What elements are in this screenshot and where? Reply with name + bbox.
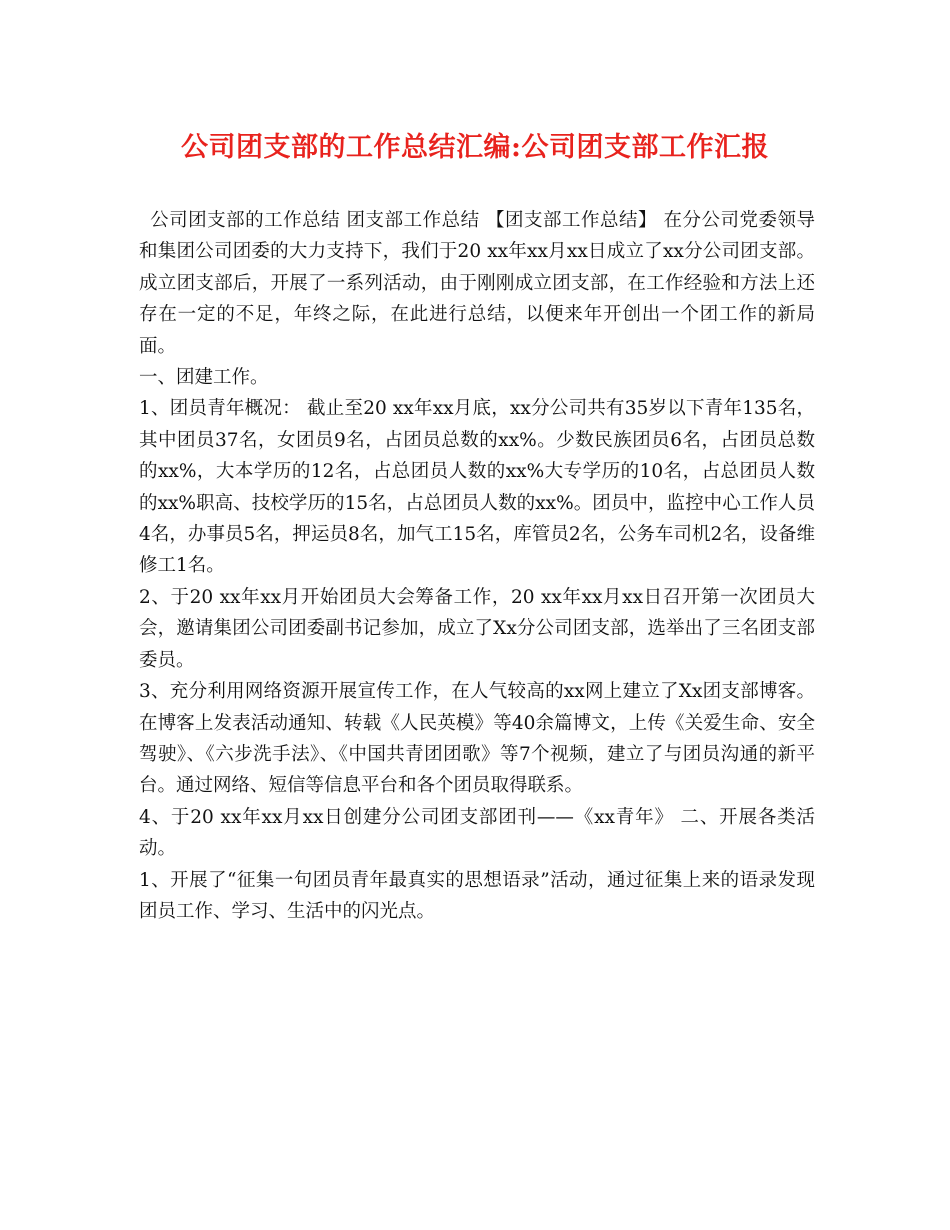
document-title: 公司团支部的工作总结汇编:公司团支部工作汇报 — [181, 132, 769, 163]
intro-paragraph: 公司团支部的工作总结 团支部工作总结 【团支部工作总结】 在分公司党委领导和集团公司团委的大力支持下，我们于20 xx年xx月xx日成立了xx分公司团支部。成立团支部后，开展了一系列活动，由于刚刚成立团支部，在工作经验和方法上还存在一定的不足，年终之际，在此进行总结，以便来年开创出一个团工作的新局面。 — [139, 210, 816, 357]
paragraph-network-publicity: 3、充分利用网络资源开展宣传工作，在人气较高的xx网上建立了Xx团支部博客。在博客上发表活动通知、转载《人民英模》等40余篇博文，上传《关爱生命、安全驾驶》、《六步洗手法》、《中国共青团团歌》等7个视频，建立了与团员沟通的新平台。通过网络、短信等信息平台和各个团员取得联系。 — [139, 681, 815, 797]
paragraph-quote-collection: 1、开展了“征集一句团员青年最真实的思想语录”活动，通过征集上来的语录发现团员工作、学习、生活中的闪光点。 — [139, 869, 815, 922]
paragraph-member-overview: 1、团员青年概况： 截止至20 xx年xx月底，xx分公司共有35岁以下青年135名，其中团员37名，女团员9名，占团员总数的xx%。少数民族团员6名，占团员总数的xx%，大本学历的12名，占总团员人数的xx%大专学历的10名，占总团员人数的xx%职高、技校学历的15名，占总团员人数的xx%。团员中，监控中心工作人员4名，办事员5名，押运员8名，加气工15名，库管员2名，公务车司机2名，设备维修工1名。 — [139, 398, 815, 577]
section-heading-team-building: 一、团建工作。 — [139, 367, 269, 389]
paragraph-team-journal: 4、于20 xx年xx月xx日创建分公司团支部团刊——《xx青年》 二、开展各类活动。 — [139, 806, 815, 860]
document-body — [139, 205, 815, 927]
paragraph-member-meeting: 2、于20 xx年xx月开始团员大会筹备工作，20 xx年xx月xx日召开第一次团员大会，邀请集团公司团委副书记参加，成立了Xx分公司团支部，选举出了三名团支部委员。 — [139, 586, 815, 671]
